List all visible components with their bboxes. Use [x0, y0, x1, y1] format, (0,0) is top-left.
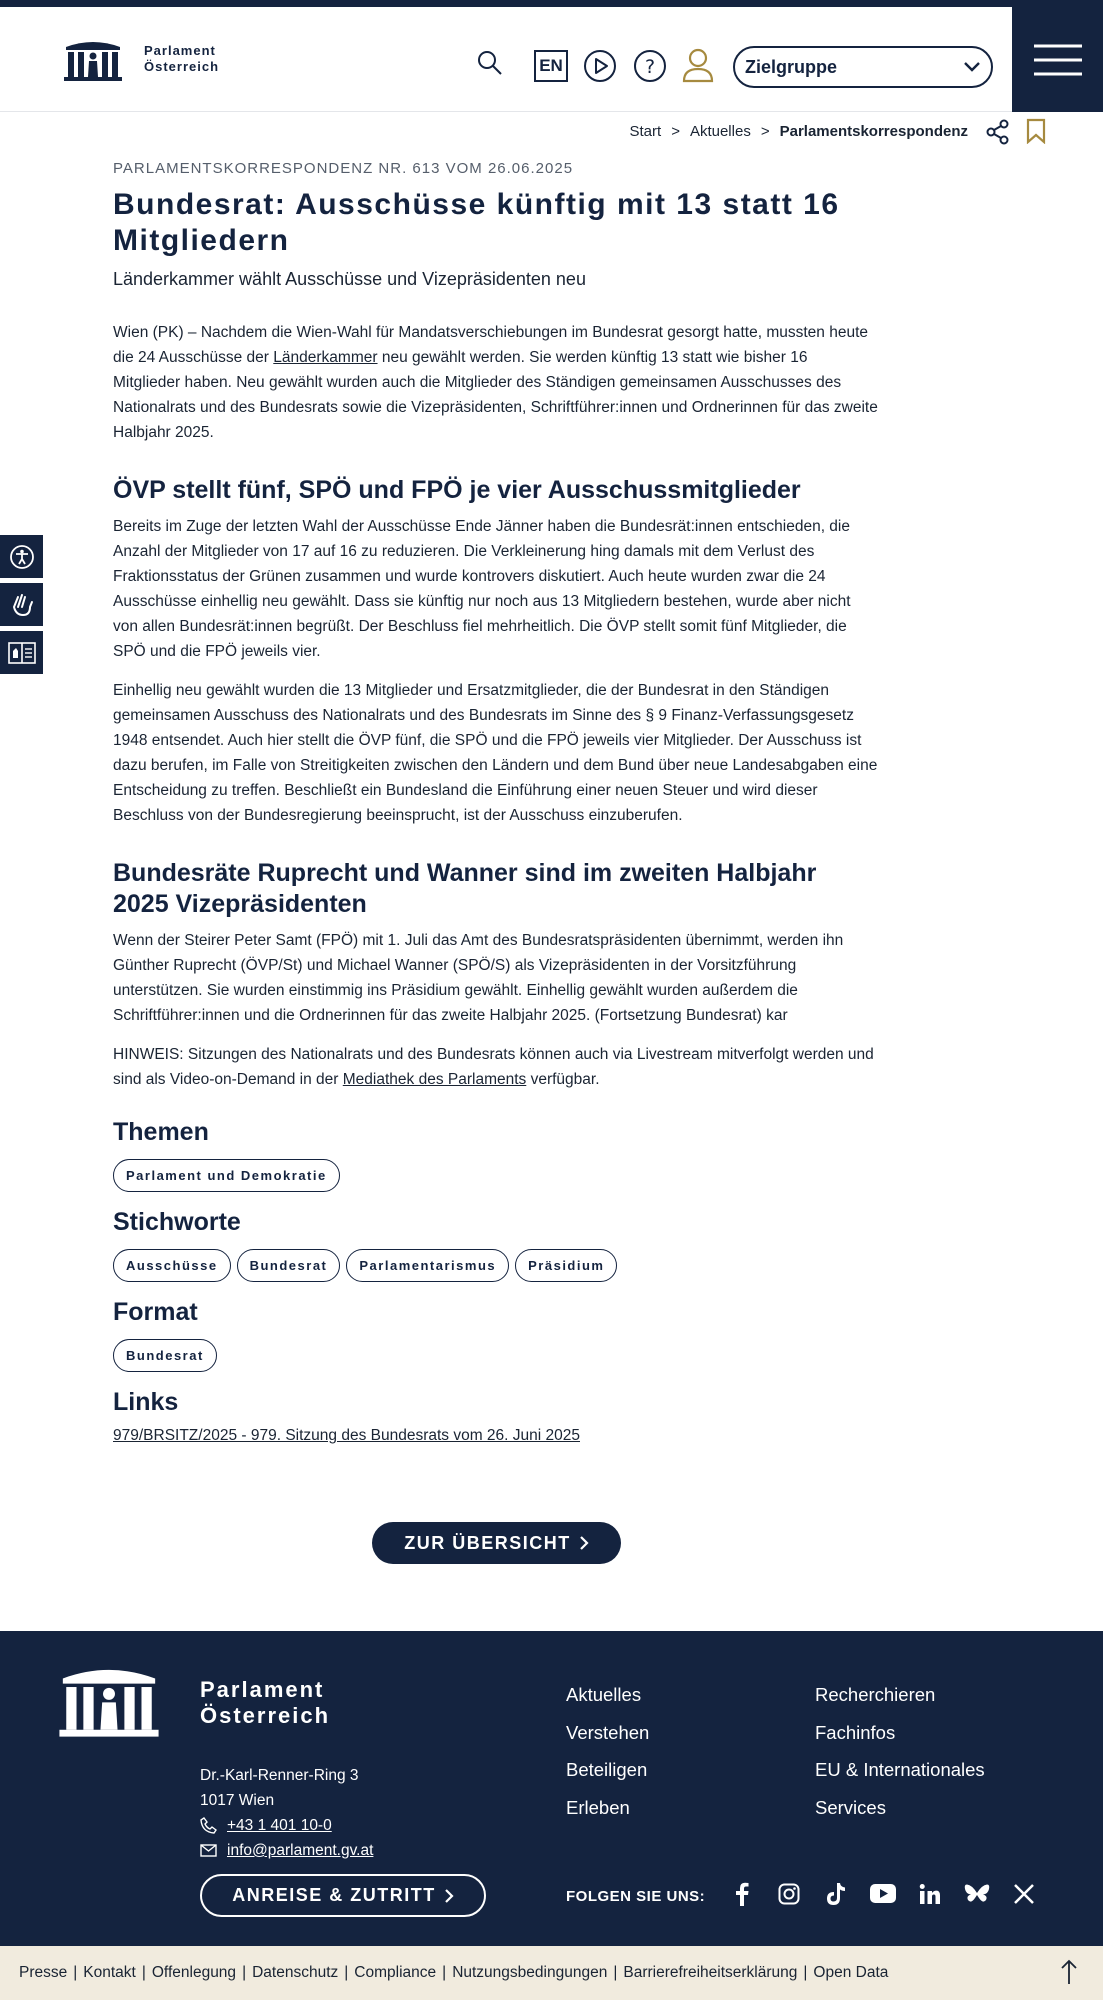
directions-button[interactable] — [200, 1874, 486, 1917]
section-heading-2: Bundesräte Ruprecht und Wanner sind im zweiten Halbjahr 2025 Vizepräsidenten — [113, 859, 817, 918]
logo-line-2: Österreich — [144, 59, 220, 74]
directions-button-label: ANREISE & ZUTRITT — [232, 1885, 436, 1905]
legal-link-compliance[interactable]: Compliance — [354, 1964, 437, 1981]
tiktok-icon[interactable] — [822, 1880, 849, 1907]
footer-link-aktuelles[interactable]: Aktuelles — [566, 1684, 642, 1705]
legal-link-offenlegung[interactable]: Offenlegung — [151, 1964, 237, 1981]
footer-nav-col-2 — [815, 1676, 985, 1826]
tag-chip[interactable]: Bundesrat — [113, 1339, 217, 1372]
breadcrumb-aktuelles[interactable]: Aktuelles — [689, 123, 751, 140]
help-button[interactable] — [633, 49, 667, 83]
linkedin-icon[interactable] — [916, 1880, 943, 1907]
main-menu-button[interactable] — [1012, 7, 1103, 112]
hint-text: HINWEIS: Sitzungen des Nationalrats und des Bundesrats können auch via Livestream mitverfolgt werden und sind als Video-on-Demand in der — [113, 1046, 874, 1088]
footer-name-line-2: Österreich — [200, 1703, 331, 1728]
language-switch-button[interactable] — [534, 50, 568, 82]
user-account-button[interactable] — [681, 47, 715, 83]
overview-button-label: ZUR ÜBERSICHT — [404, 1532, 571, 1553]
themen-chips — [113, 1159, 878, 1192]
footer-link-eu[interactable]: EU & Internationales — [815, 1759, 985, 1780]
legal-link-datenschutz[interactable]: Datenschutz — [252, 1964, 339, 1981]
footer-nav-col-1 — [566, 1676, 649, 1826]
share-icon — [986, 119, 1010, 145]
phone-row — [200, 1813, 373, 1838]
back-to-top-button[interactable] — [1059, 1958, 1079, 1991]
legal-link-open-data[interactable]: Open Data — [813, 1964, 889, 1981]
article-subtitle: Länderkammer wählt Ausschüsse und Vizepräsidenten neu — [113, 269, 586, 289]
accessibility-button[interactable] — [0, 535, 43, 578]
address-street: Dr.-Karl-Renner-Ring 3 — [200, 1767, 359, 1784]
accessibility-icon — [9, 544, 35, 570]
article-intro — [113, 320, 878, 445]
footer-link-erleben[interactable]: Erleben — [566, 1796, 630, 1818]
audience-select[interactable] — [733, 46, 993, 88]
easy-language-button[interactable] — [0, 631, 43, 674]
session-link[interactable]: 979/BRSITZ/2025 - 979. Sitzung des Bundesrats vom 26. Juni 2025 — [113, 1427, 580, 1444]
easy-language-icon — [7, 640, 37, 666]
hamburger-icon — [1034, 43, 1082, 77]
footer-link-recherchieren[interactable]: Recherchieren — [815, 1684, 936, 1705]
article-kicker: PARLAMENTSKORRESPONDENZ NR. 613 VOM 26.06.2025 — [113, 160, 574, 177]
language-label: EN — [539, 56, 563, 75]
instagram-icon[interactable] — [775, 1880, 802, 1907]
chevron-down-icon — [963, 60, 981, 74]
audience-select-value: Zielgruppe — [745, 56, 838, 77]
footer-logo[interactable] — [56, 1661, 162, 1742]
parliament-logo-icon — [56, 1661, 162, 1737]
social-links — [728, 1880, 1037, 1907]
format-heading: Format — [113, 1298, 198, 1326]
legal-bar: Presse | Kontakt | Offenlegung | Datenschutz | Compliance | Nutzungsbedingungen | Barrierefreiheitserklärung | Open Data — [0, 1946, 1103, 2000]
tag-chip[interactable]: Parlamentarismus — [346, 1249, 509, 1282]
help-icon — [633, 49, 667, 83]
footer-address — [200, 1763, 373, 1863]
address-city: 1017 Wien — [200, 1792, 275, 1809]
breadcrumb-current: Parlamentskorrespondenz — [779, 123, 968, 140]
play-icon — [583, 49, 617, 83]
youtube-icon[interactable] — [869, 1880, 896, 1907]
sign-language-button[interactable] — [0, 583, 43, 626]
breadcrumb — [630, 123, 969, 140]
tag-chip[interactable]: Parlament und Demokratie — [113, 1159, 340, 1192]
site-footer — [0, 1631, 1103, 1946]
share-button[interactable] — [986, 119, 1010, 150]
breadcrumb-start[interactable]: Start — [629, 123, 662, 140]
bluesky-icon[interactable] — [963, 1880, 990, 1907]
email-link[interactable]: info@parlament.gv.at — [227, 1842, 374, 1859]
overview-button[interactable] — [372, 1522, 621, 1564]
sign-language-icon — [8, 591, 36, 619]
chevron-right-icon — [444, 1888, 454, 1904]
mediathek-link[interactable]: Mediathek des Parlaments — [342, 1071, 527, 1088]
site-logo[interactable] — [62, 37, 219, 81]
format-chips — [113, 1339, 878, 1372]
breadcrumb-separator: > — [760, 123, 770, 140]
intro-text: Wien (PK) – Nachdem die Wien-Wahl für Mandatsverschiebungen im Bundesrat gesorgt hatte, mussten heute die 24 Ausschüsse der — [113, 324, 868, 366]
links-heading: Links — [113, 1388, 179, 1416]
accessibility-tools — [0, 535, 43, 679]
user-icon — [681, 47, 715, 83]
tag-chip[interactable]: Bundesrat — [237, 1249, 341, 1282]
section-heading-1: ÖVP stellt fünf, SPÖ und FPÖ je vier Ausschussmitglieder — [113, 476, 801, 504]
intro-text-cont: neu gewählt werden. Sie werden künftig 13 statt wie bisher 16 Mitglieder haben. Neu gewählt wurden auch die Mitglieder des Ständigen gemeinsamen Ausschusses des Nationalrats und des Bundesrats sowie die Vizepräsidenten, Schriftführer:innen und Ordnerinnen für das zweite Halbjahr 2025. — [113, 349, 878, 441]
footer-name — [200, 1677, 330, 1729]
article-hint — [113, 1042, 878, 1092]
parliament-logo-icon — [62, 37, 124, 81]
arrow-up-icon — [1059, 1958, 1079, 1986]
tag-chip[interactable]: Ausschüsse — [113, 1249, 231, 1282]
footer-link-verstehen[interactable]: Verstehen — [566, 1721, 650, 1743]
footer-link-fachinfos[interactable]: Fachinfos — [815, 1721, 896, 1743]
article-paragraph-3: Einhellig neu gewählt wurden die 13 Mitglieder und Ersatzmitglieder, die der Bundesrat in den Ständigen gemeinsamen Ausschuss des Nationalrats und des Bundesrats im Sinne des § 9 Finanz-Verfassungsgesetz 1948 entsendet. Auch hier stellt die ÖVP fünf, die SPÖ und die FPÖ jeweils vier Mitglieder. Der Ausschuss ist dazu berufen, im Falle von Streitigkeiten zwischen den Ländern und dem Bund über neue Landesabgaben eine Entscheidung zu treffen. Beschließt ein Bundesland die Einführung einer neuen Steuer und wird dieser Beschluss von der Bundesregierung beeinsprucht, ist der Ausschuss einzuberufen. — [113, 682, 878, 824]
legal-link-nutzungsbedingungen[interactable]: Nutzungsbedingungen — [452, 1964, 608, 1981]
chevron-right-icon — [579, 1535, 589, 1551]
footer-link-beteiligen[interactable]: Beteiligen — [566, 1759, 648, 1780]
search-button[interactable] — [476, 49, 504, 77]
logo-line-1: Parlament — [144, 43, 216, 58]
search-icon — [476, 49, 504, 77]
top-stripe — [0, 0, 1103, 7]
phone-link[interactable]: +43 1 401 10-0 — [227, 1817, 332, 1834]
svg-text:?: ? — [644, 56, 656, 78]
tag-chip[interactable]: Präsidium — [515, 1249, 617, 1282]
site-header — [0, 7, 1103, 112]
footer-link-services[interactable]: Services — [815, 1796, 886, 1818]
article-title: Bundesrat: Ausschüsse künftig mit 13 statt 16 Mitgliedern — [113, 188, 840, 257]
article-paragraph-4: Wenn der Steirer Peter Samt (FPÖ) mit 1. Juli das Amt des Bundesratspräsidenten übernimmt, werden ihn Günther Ruprecht (ÖVP/St) und Michael Wanner (SPÖ/S) als Vizepräsidenten in der Vorsitzführung unterstützen. Sie wurden einstimmig ins Präsidium gewählt. Einhellig gewählt wurden außerdem die Schriftführer:innen und die Ordnerinnen für das zweite Halbjahr 2025. (Fortsetzung Bundesrat) kar — [113, 932, 844, 1024]
logo-text — [144, 43, 219, 75]
email-row — [200, 1838, 373, 1863]
footer-name-line-1: Parlament — [200, 1677, 325, 1702]
legal-link-presse[interactable]: Presse — [19, 1964, 68, 1981]
stichworte-chips — [113, 1249, 878, 1282]
legal-link-kontakt[interactable]: Kontakt — [83, 1964, 136, 1981]
article — [113, 160, 878, 1445]
themen-heading: Themen — [113, 1118, 209, 1146]
x-icon[interactable] — [1010, 1880, 1037, 1907]
bookmark-button[interactable] — [1026, 118, 1046, 149]
stichworte-heading: Stichworte — [113, 1208, 241, 1236]
laenderkammer-link[interactable]: Länderkammer — [273, 349, 378, 366]
media-play-button[interactable] — [583, 49, 617, 83]
facebook-icon[interactable] — [728, 1880, 755, 1907]
article-paragraph-2: Bereits im Zuge der letzten Wahl der Ausschüsse Ende Jänner haben die Bundesrät:innen entschieden, die Anzahl der Mitglieder von 17 auf 16 zu reduzieren. Die Verkleinerung hing damals mit dem Verlust des Fraktionsstatus der Grünen zusammen und wurde kontrovers diskutiert. Auch heute wurden zwar die 24 Ausschüsse einhellig neu gewählt. Dass sie künftig nur noch aus 13 Mitgliedern bestehen, wurde aber nicht von allen Bundesrät:innen begrüßt. Der Beschluss fiel mehrheitlich. Die ÖVP stellt somit fünf Mitglieder, die SPÖ und die FPÖ jeweils vier. — [113, 518, 851, 660]
mail-icon — [200, 1844, 217, 1857]
legal-link-barrierefreiheit[interactable]: Barrierefreiheitserklärung — [623, 1964, 798, 1981]
breadcrumb-separator: > — [671, 123, 680, 140]
bookmark-icon — [1026, 118, 1046, 144]
phone-icon — [200, 1817, 217, 1834]
hint-text-cont: verfügbar. — [526, 1071, 600, 1088]
follow-label: FOLGEN SIE UNS: — [566, 1888, 706, 1905]
